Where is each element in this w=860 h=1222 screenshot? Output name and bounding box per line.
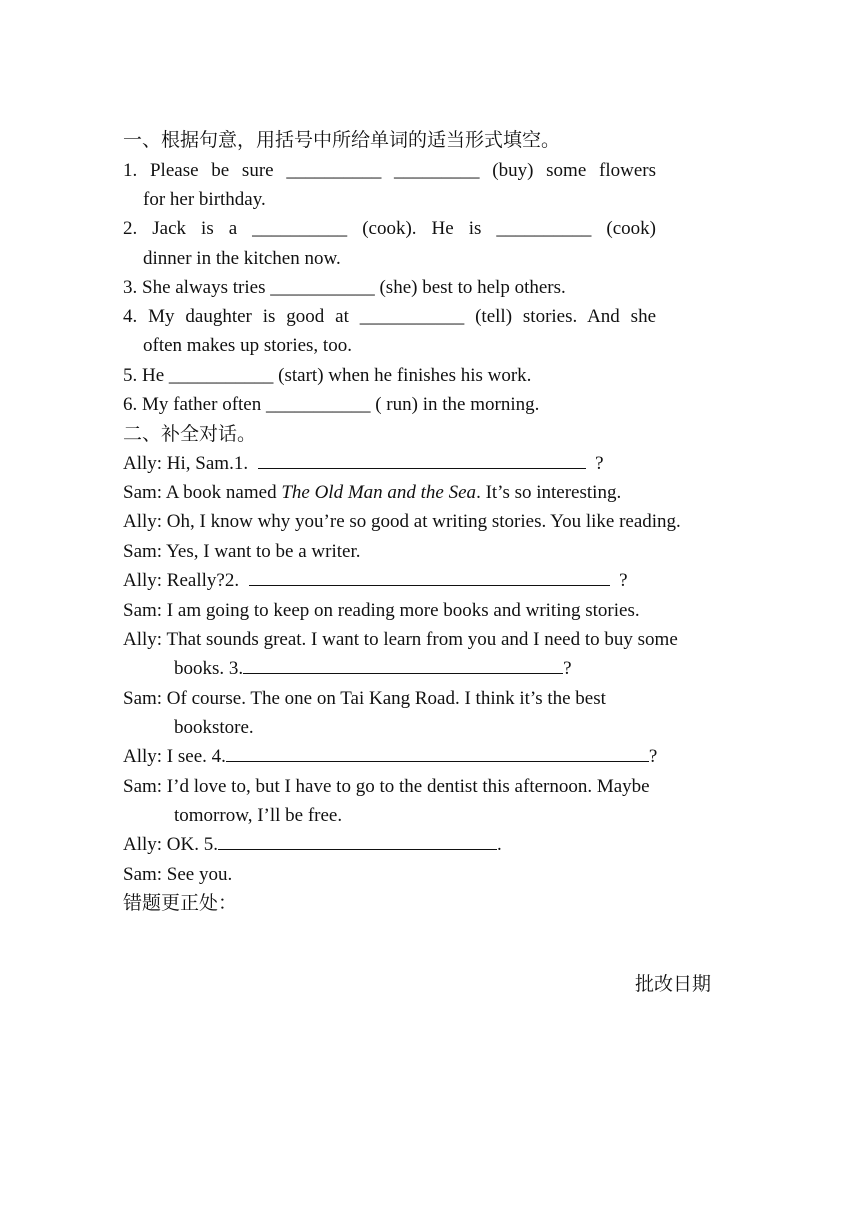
question-2-line2: dinner in the kitchen now. [143, 248, 341, 269]
dialogue-line-7b: books. 3. ? [174, 654, 572, 683]
section2-title: 二、补全对话。 [123, 424, 257, 445]
book-title: The Old Man and the Sea [281, 482, 477, 503]
dialogue-line-3: Ally: Oh, I know why you’re so good at writing stories. You like reading. [123, 511, 681, 532]
dialogue-line-7: Ally: That sounds great. I want to learn from you and I need to buy some [123, 629, 678, 650]
blank-1a[interactable]: __________ [286, 160, 382, 181]
blank-2b[interactable]: __________ [496, 218, 592, 239]
answer-blank-5[interactable] [218, 831, 497, 850]
question-5: 5. He ___________ (start) when he finishes his work. [123, 365, 532, 386]
dialogue-line-10: Sam: I’d love to, but I have to go to the dentist this afternoon. Maybe [123, 776, 650, 797]
dialogue-line-1: Ally: Hi, Sam.1. ? [123, 449, 604, 478]
dialogue-line-4: Sam: Yes, I want to be a writer. [123, 541, 361, 562]
blank-1b[interactable]: _________ [394, 160, 480, 181]
question-2-line1: 2. Jack is a __________ (cook). He is __________ (cook) [123, 218, 657, 239]
answer-blank-4[interactable] [226, 743, 649, 762]
answer-blank-2[interactable] [249, 567, 610, 586]
question-3: 3. She always tries ___________ (she) best to help others. [123, 277, 566, 298]
dialogue-line-5: Ally: Really?2. ? [123, 566, 628, 595]
question-1-line2: for her birthday. [143, 189, 266, 210]
date-label: 批改日期 [635, 974, 712, 995]
dialogue-line-9: Ally: I see. 4. ? [123, 742, 657, 771]
blank-6[interactable]: ___________ [265, 394, 371, 415]
dialogue-line-8b: bookstore. [174, 717, 254, 738]
correction-label: 错题更正处： [123, 893, 238, 914]
question-6: 6. My father often ___________ ( run) in the morning. [123, 394, 540, 415]
blank-2a[interactable]: __________ [252, 218, 348, 239]
dialogue-line-8: Sam: Of course. The one on Tai Kang Road. I think it’s the best [123, 688, 606, 709]
answer-blank-1[interactable] [258, 450, 586, 469]
dialogue-line-2: Sam: A book named The Old Man and the Sea. It’s so interesting. [123, 482, 622, 503]
question-4-line1: 4. My daughter is good at ___________ (tell) stories. And she [123, 306, 657, 327]
dialogue-line-12: Sam: See you. [123, 864, 233, 885]
question-4-line2: often makes up stories, too. [143, 335, 352, 356]
blank-4[interactable]: ___________ [359, 306, 465, 327]
dialogue-line-6: Sam: I am going to keep on reading more books and writing stories. [123, 600, 640, 621]
dialogue-line-11: Ally: OK. 5. . [123, 830, 502, 859]
answer-blank-3[interactable] [243, 655, 563, 674]
dialogue-line-10b: tomorrow, I’ll be free. [174, 805, 343, 826]
section1-title: 一、根据句意，用括号中所给单词的适当形式填空。 [123, 130, 561, 151]
blank-3[interactable]: ___________ [270, 277, 375, 298]
question-1-line1: 1. Please be sure __________ _________ (buy) some flowers [123, 160, 656, 181]
blank-5[interactable]: ___________ [168, 365, 274, 386]
